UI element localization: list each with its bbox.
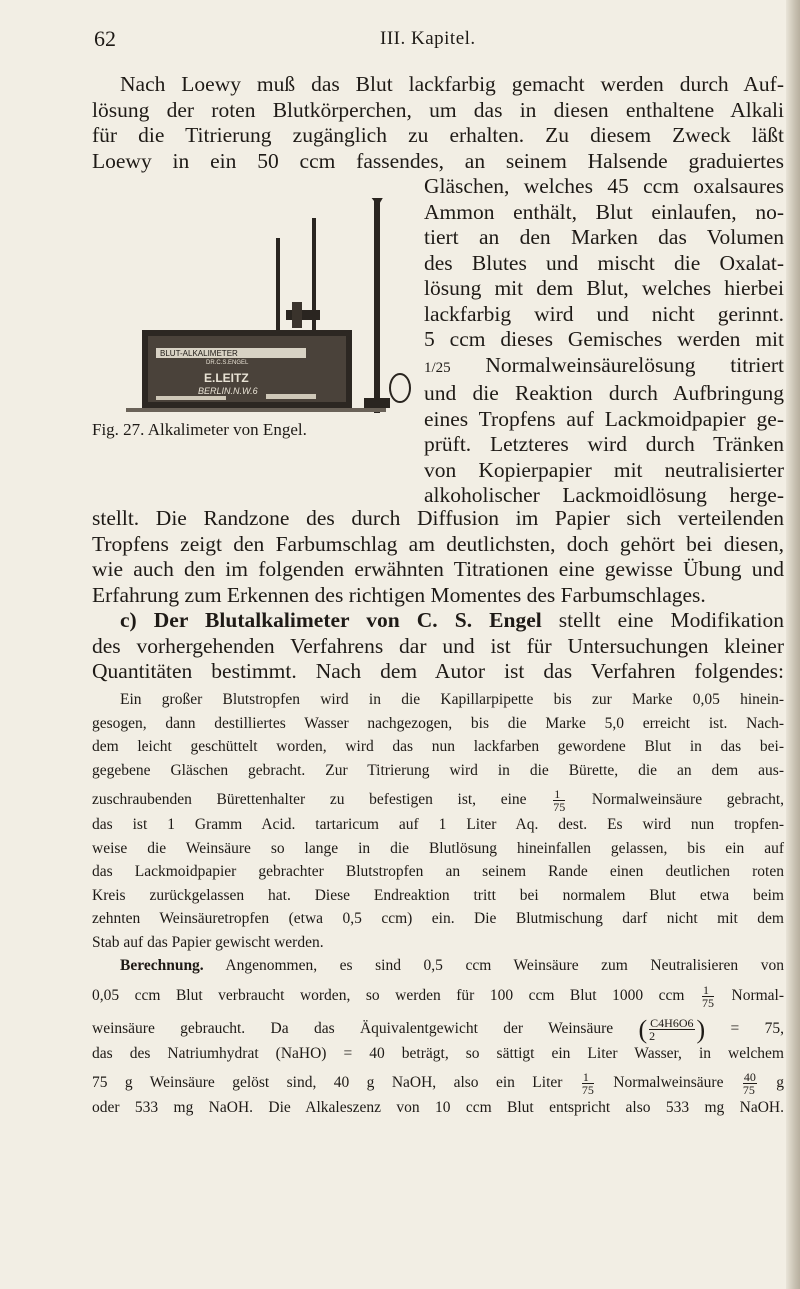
fraction-denominator: 75 [742, 1083, 755, 1097]
text-line: Kreis zurückgelassen hat. Diese Endreaktion tritt bei normalem Blut etwa beim [92, 886, 784, 904]
page-edge [786, 0, 800, 1289]
text-line [92, 1071, 784, 1096]
label-top: BLUT-ALKALIMETER [160, 349, 238, 358]
text-line-fraction [424, 353, 784, 382]
figure-caption: Fig. 27. Alkalimeter von Engel. [92, 420, 307, 439]
text-run: weinsäure gebraucht. Da das Äquivalentgewicht der Weinsäure [92, 1019, 614, 1037]
paragraph-1-rest [92, 506, 784, 608]
fraction-numerator: 40 [743, 1070, 756, 1084]
page-number: 62 [94, 26, 116, 51]
fraction-1-25: 1/25 [424, 359, 451, 376]
paren-right: ) [696, 1014, 706, 1044]
fraction-denominator: 2 [649, 1028, 656, 1043]
text-line: das Lackmoidpapier gebrachter Blutstropfen an seinem Rande einen deutlichen roten [92, 863, 784, 880]
text-line: prüft. Letzteres wird durch Tränken [424, 432, 784, 456]
text-line [92, 788, 784, 813]
small-print [92, 688, 784, 1120]
text-line: gesogen, dann destilliertes Wasser nachgezogen, bis die Marke 5,0 erreicht ist. Nach- [92, 714, 784, 732]
text-run: Normalweinsäure gebracht, [591, 791, 785, 809]
equivalent-fraction [649, 1017, 694, 1042]
text-line: stellt. Die Randzone des durch Diffusion im Papier sich verteilenden [92, 506, 784, 530]
text-line: dem leicht geschüttelt worden, wird das nun lackfarben gewordene Blut in das bei- [92, 738, 784, 755]
fraction-numerator: 1 [553, 788, 565, 801]
text-run: g [776, 1074, 785, 1092]
text-line [92, 1014, 785, 1044]
text-run: = 75, [730, 1019, 785, 1037]
text-line [92, 954, 784, 978]
text-run: zuschraubenden Bürettenhalter zu befestigen ist, eine [92, 791, 527, 809]
fraction-1-75 [553, 788, 565, 813]
text-line: Erfahrung zum Erkennen des richtigen Momentes des Farbumschlages. [92, 582, 706, 607]
alkalimeter-figure [116, 198, 416, 418]
text-line: oder 533 mg NaOH. Die Alkaleszenz von 10 ccm Blut entspricht also 533 mg NaOH. [92, 1099, 784, 1116]
text-line: lösung der roten Blutkörperchen, um das in diesen enthaltene Alkali [92, 97, 784, 122]
paragraph-1-wrapped [424, 174, 784, 509]
text-line: des vorhergehenden Verfahrens dar und ist für Untersuchungen kleiner [92, 633, 784, 658]
text-line: zehnten Weinsäuretropfen (etwa 0,5 ccm) ein. Die Blutmischung darf nicht mit dem [92, 910, 784, 927]
text-line: von Kopierpapier mit neutralisierter [424, 457, 784, 482]
calc-label: Berechnung. [120, 957, 204, 974]
text-line: Normalweinsäurelösung titriert [485, 352, 785, 377]
running-head: III. Kapitel. [380, 28, 476, 49]
text-line: für die Titrierung zugänglich zu erhalten. Zu diesem Zweck läßt [92, 123, 784, 147]
fraction-numerator: 1 [582, 1071, 594, 1084]
text-line: Gläschen, welches 45 ccm oxalsaures [424, 174, 784, 198]
label-mid: DR.C.S.ENGEL [206, 360, 249, 366]
text-run: Normal- [731, 986, 785, 1004]
paren-left: ( [638, 1014, 648, 1044]
fraction-denominator: 75 [553, 800, 566, 814]
text-line: des Blutes und mischt die Oxalat- [424, 250, 784, 275]
city-label: BERLIN.N.W.6 [198, 386, 258, 396]
paragraph-1-intro [92, 72, 784, 174]
maker-label: E.LEITZ [204, 371, 249, 385]
text-line: und die Reaktion durch Aufbringung [424, 381, 784, 405]
text-line: das ist 1 Gramm Acid. tartaricum auf 1 Liter Aq. dest. Es wird nun tropfen- [92, 816, 784, 833]
fraction-1-75 [582, 1071, 594, 1096]
text-run: Normalweinsäure [613, 1074, 724, 1092]
text-line [92, 608, 784, 634]
fraction-1-75 [702, 984, 714, 1009]
text-line: gegebene Gläschen gebracht. Zur Titrierung wird in die Bürette, die an dem aus- [92, 761, 784, 779]
fraction-denominator: 75 [701, 995, 714, 1010]
section-heading: c) Der Blutalkalimeter von C. S. Engel [120, 608, 542, 632]
text-line: lackfarbig wird und nicht gerinnt. [424, 301, 784, 326]
text-line: Tropfens zeigt den Farbumschlag am deutlichsten, doch gehört bei diesen, [92, 531, 784, 556]
page-header [0, 24, 800, 54]
text-run: Angenommen, es sind 0,5 ccm Weinsäure zum Neutralisieren von [203, 957, 784, 974]
text-line: Ammon enthält, Blut einlaufen, no- [424, 199, 784, 224]
text-run: 0,05 ccm Blut verbraucht worden, so werden für 100 ccm Blut 1000 ccm [92, 986, 685, 1004]
fraction-40-75 [743, 1071, 757, 1096]
text-line [92, 984, 784, 1009]
text-line: Ein großer Blutstropfen wird in die Kapillarpipette bis zur Marke 0,05 hinein- [120, 691, 784, 708]
text-line: Stab auf das Papier gewischt werden. [92, 933, 324, 951]
fraction-numerator: C4H6O6 [650, 1015, 694, 1030]
text-line: Loewy in ein 50 ccm fassendes, an seinem Halsende graduiertes [92, 148, 784, 173]
text-line: weise die Weinsäure so lange in die Blutlösung hineinfallen gelassen, bis ein auf [92, 839, 784, 857]
fraction-denominator: 75 [581, 1083, 594, 1097]
text-run: stellt eine Modifikation [541, 608, 784, 632]
text-line: das des Natriumhydrat (NaHO) = 40 beträgt, so sättigt ein Liter Wasser, in welchem [92, 1044, 784, 1062]
text-line: lösung mit dem Blut, welches hierbei [424, 276, 784, 300]
text-run: 75 g Weinsäure gelöst sind, 40 g NaOH, also ein Liter [92, 1074, 563, 1092]
text-line: Nach Loewy muß das Blut lackfarbig gemacht werden durch Auf- [120, 72, 784, 96]
text-line: wie auch den im folgenden erwähnten Titrationen eine gewisse Übung und [92, 557, 784, 581]
text-line: Quantitäten bestimmt. Nach dem Autor ist das Verfahren folgendes: [92, 659, 784, 683]
text-line: tiert an den Marken das Volumen [424, 225, 784, 249]
text-line: alkoholischer Lackmoidlösung herge- [424, 483, 784, 507]
text-line: 5 ccm dieses Gemisches werden mit [424, 327, 784, 351]
paragraph-2 [92, 608, 784, 685]
fraction-numerator: 1 [702, 984, 714, 997]
text-line: eines Tropfens auf Lackmoidpapier ge- [424, 406, 784, 431]
